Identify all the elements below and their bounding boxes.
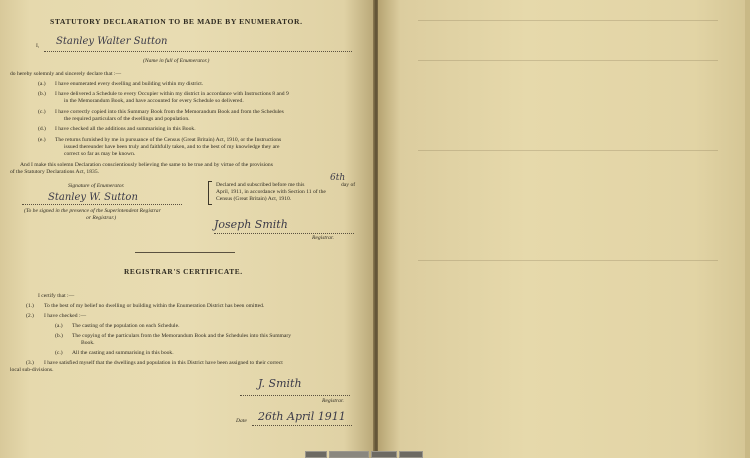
item-line: the required particulars of the dwellings and population. bbox=[64, 116, 190, 122]
item-line: All the casting and summarising in this book. bbox=[72, 350, 174, 356]
certificate-registrar-signature-handwritten: J. Smith bbox=[258, 377, 302, 390]
scrubber-segment-current[interactable] bbox=[329, 451, 369, 458]
enumerator-signature-handwritten: Stanley W. Sutton bbox=[48, 192, 138, 203]
certificate-signature-line bbox=[240, 395, 350, 396]
item-label: (a.) bbox=[38, 81, 46, 87]
conclusion-line: of the Statutory Declarations Act, 1835. bbox=[10, 169, 100, 175]
right-page-blank bbox=[378, 0, 750, 458]
item-line: I have enumerated every dwelling and building within my district. bbox=[55, 81, 204, 87]
declared-line: April, 1911, in accordance with Section 11 of the bbox=[216, 189, 326, 195]
bleed-through-line bbox=[418, 150, 718, 151]
presence-note-line: or Registrar.) bbox=[86, 215, 117, 221]
section-divider bbox=[135, 252, 235, 253]
name-line bbox=[44, 51, 352, 52]
name-caption: (Name in full of Enumerator.) bbox=[143, 58, 210, 64]
item-label: (2.) bbox=[26, 313, 34, 319]
certificate-title: REGISTRAR'S CERTIFICATE. bbox=[124, 267, 243, 276]
item-line: issued thereunder have been truly and faithfully taken, and to the best of my knowledge they are bbox=[64, 144, 280, 150]
item-line: correct so far as may be known. bbox=[64, 151, 136, 157]
item-line: in the Memorandum Book, and have accounted for every Schedule so delivered. bbox=[64, 98, 244, 104]
bleed-through-line bbox=[418, 20, 718, 21]
declaration-intro: do hereby solemnly and sincerely declare that :— bbox=[10, 71, 122, 77]
item-label: (c.) bbox=[38, 109, 46, 115]
bleed-through-line bbox=[418, 60, 718, 61]
signature-line bbox=[22, 204, 182, 205]
declared-suffix: day of bbox=[341, 182, 356, 188]
item-label: (c.) bbox=[55, 350, 63, 356]
item-label: (e.) bbox=[38, 137, 46, 143]
presence-note-line: (To be signed in the presence of the Superintendent Registrar bbox=[24, 208, 161, 214]
item-line: local sub-divisions. bbox=[10, 367, 54, 373]
conclusion-line: And I make this solemn Declaration conscientiously believing the same to be true and by virtue of the provisions bbox=[20, 162, 273, 168]
scrubber-segment[interactable] bbox=[399, 451, 423, 458]
scrubber-segment[interactable] bbox=[371, 451, 397, 458]
declared-day-handwritten: 6th bbox=[330, 173, 346, 183]
signature-label: Signature of Enumerator. bbox=[68, 183, 125, 189]
scrubber-segment[interactable] bbox=[305, 451, 327, 458]
item-text: To the best of my belief no dwelling or building within the Enumeration District has been omitted. bbox=[44, 303, 265, 309]
registrar-signature-handwritten: Joseph Smith bbox=[214, 218, 288, 231]
page-edge bbox=[745, 0, 750, 458]
declaration-title: STATUTORY DECLARATION TO BE MADE BY ENUMERATOR. bbox=[50, 17, 303, 26]
bleed-through-line bbox=[418, 260, 718, 261]
item-line: The returns furnished by me in pursuance of the Census (Great Britain) Act, 1910, or the Instructions bbox=[55, 137, 282, 143]
certificate-registrar-label: Registrar. bbox=[322, 398, 344, 404]
date-line bbox=[252, 425, 352, 426]
item-line: Book. bbox=[81, 340, 95, 346]
item-label: (b.) bbox=[38, 91, 46, 97]
i-prefix: I, bbox=[36, 43, 40, 49]
item-line: I have correctly copied into this Summary Book from the Memorandum Book and from the Schedules bbox=[55, 109, 284, 115]
registrar-signature-line bbox=[214, 233, 354, 234]
item-label: (1.) bbox=[26, 303, 34, 309]
certificate-intro: I certify that :— bbox=[38, 293, 75, 299]
declared-prefix: Declared and subscribed before me this bbox=[216, 182, 305, 188]
item-line: The copying of the particulars from the Memorandum Book and the Schedules into this Summary bbox=[72, 333, 292, 339]
item-text: I have checked :— bbox=[44, 313, 87, 319]
viewer-page-scrubber[interactable] bbox=[305, 452, 425, 458]
item-label: (a.) bbox=[55, 323, 63, 329]
declared-line: Census (Great Britain) Act, 1910. bbox=[216, 196, 292, 202]
registrar-label: Registrar. bbox=[312, 235, 334, 241]
item-label: (b.) bbox=[55, 333, 63, 339]
left-page bbox=[0, 0, 374, 458]
date-label: Date bbox=[236, 418, 247, 424]
date-handwritten: 26th April 1911 bbox=[258, 410, 346, 423]
item-line: I have satisfied myself that the dwellings and population in this District have been assigned to their correct bbox=[44, 360, 283, 366]
item-line: The casting of the population on each Schedule. bbox=[72, 323, 180, 329]
item-line: I have delivered a Schedule to every Occupier within my district in accordance with Instructions 8 and 9 bbox=[55, 91, 289, 97]
item-label: (d.) bbox=[38, 126, 46, 132]
enumerator-name-handwritten: Stanley Walter Sutton bbox=[56, 36, 168, 47]
item-line: I have checked all the additions and summarising in this Book. bbox=[55, 126, 196, 132]
declared-brace bbox=[208, 181, 212, 205]
item-label: (3.) bbox=[26, 360, 34, 366]
